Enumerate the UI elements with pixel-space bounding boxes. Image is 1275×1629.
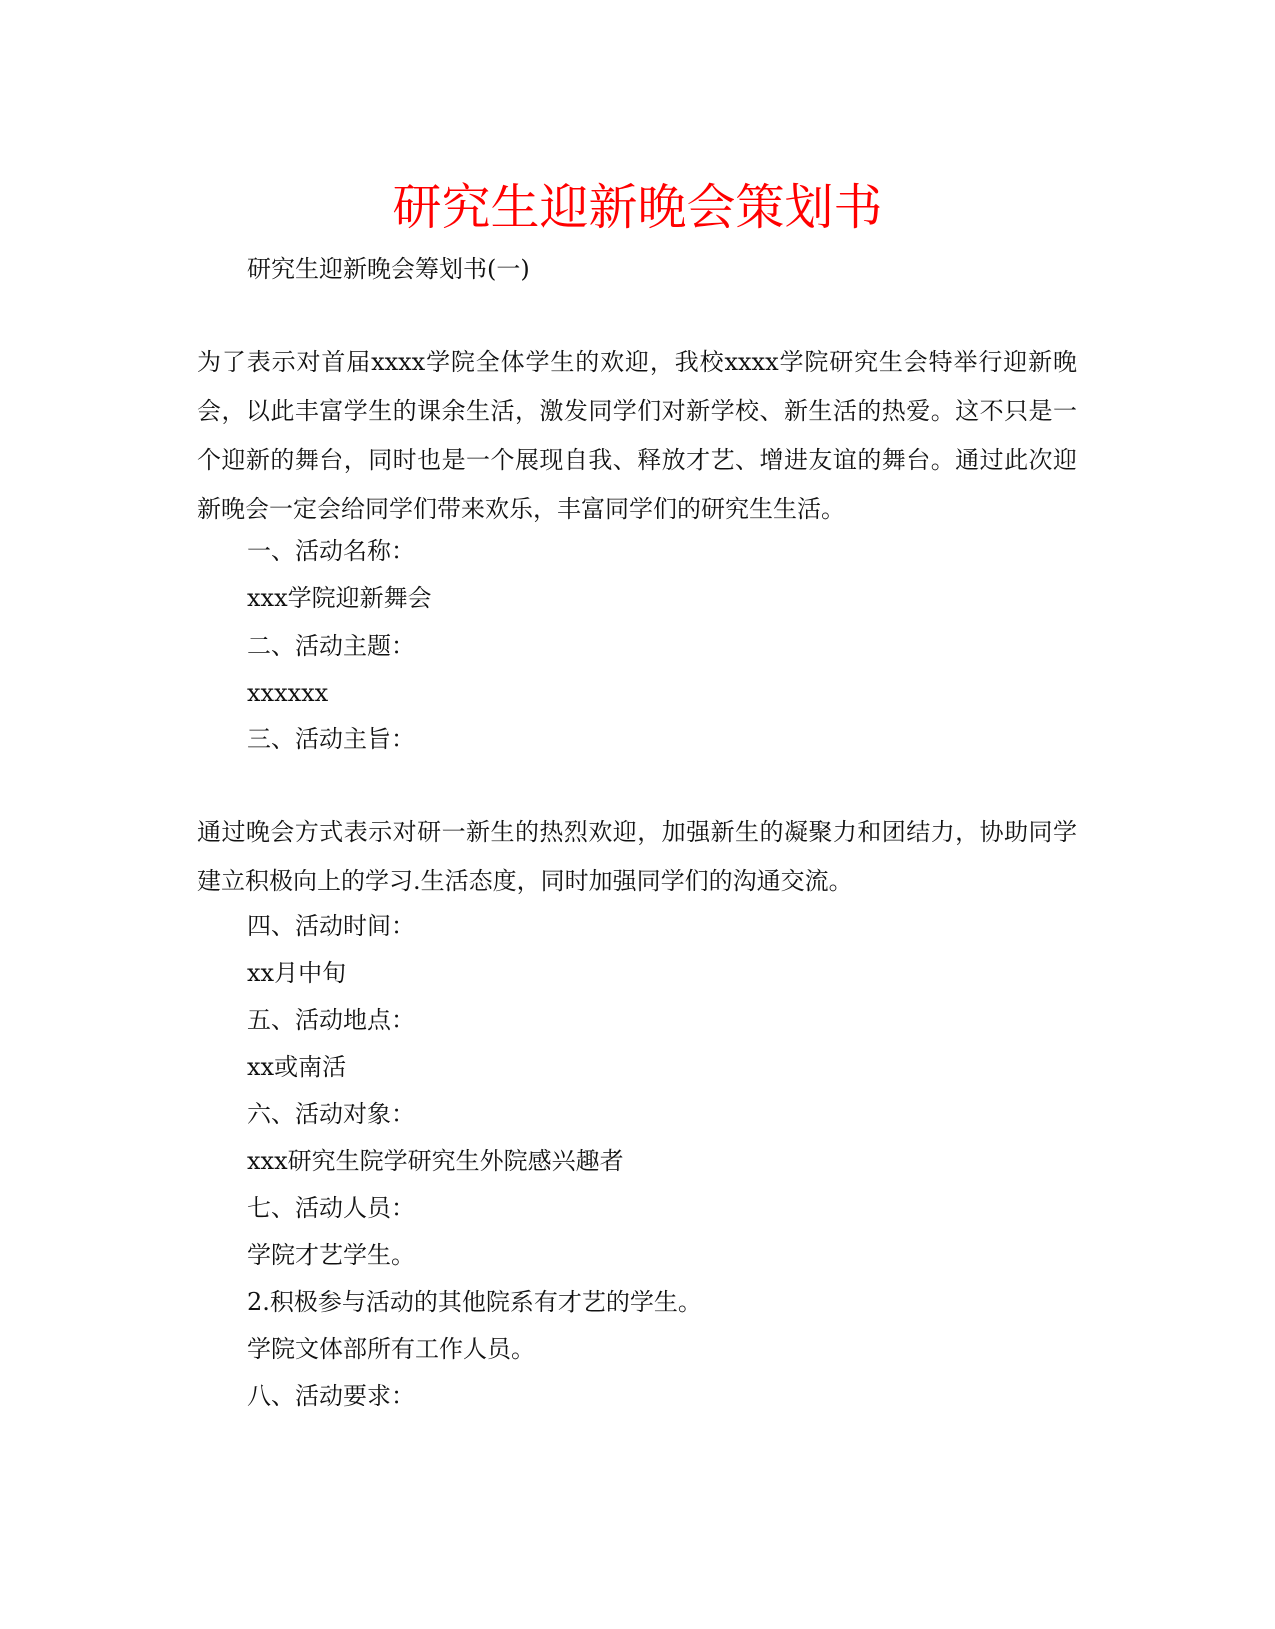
section-requirements-heading: 八、活动要求：: [247, 1382, 415, 1410]
section-theme-value: xxxxxx: [247, 679, 329, 707]
staff-item-1: 学院才艺学生。: [247, 1241, 415, 1269]
section-target-heading: 六、活动对象：: [247, 1100, 415, 1128]
staff-item-2: 2.积极参与活动的其他院系有才艺的学生。: [247, 1288, 702, 1316]
document-subtitle: 研究生迎新晚会筹划书(一): [247, 255, 530, 283]
section-name-value: xxx学院迎新舞会: [247, 584, 432, 612]
staff-item-3: 学院文体部所有工作人员。: [247, 1335, 535, 1363]
section-purpose-heading: 三、活动主旨：: [247, 725, 415, 753]
section-place-heading: 五、活动地点：: [247, 1006, 415, 1034]
section-place-value: xx或南活: [247, 1053, 347, 1081]
section-time-heading: 四、活动时间：: [247, 912, 415, 940]
purpose-paragraph: 通过晚会方式表示对研一新生的热烈欢迎，加强新生的凝聚力和团结力，协助同学建立积极向上的学习.生活态度，同时加强同学们的沟通交流。: [197, 818, 1077, 895]
section-target-value: xxx研究生院学研究生外院感兴趣者: [247, 1147, 624, 1175]
section-name-heading: 一、活动名称：: [247, 537, 415, 565]
document-title: 研究生迎新晚会策划书: [392, 179, 883, 236]
intro-paragraph: 为了表示对首届xxxx学院全体学生的欢迎，我校xxxx学院研究生会特举行迎新晚会，以此丰富学生的课余生活，激发同学们对新学校、新生活的热爱。这不只是一个迎新的舞台，同时也是一个展现自我、释放才艺、增进友谊的舞台。通过此次迎新晚会一定会给同学们带来欢乐，丰富同学们的研究生生活。: [197, 348, 1077, 523]
section-staff-heading: 七、活动人员：: [247, 1194, 415, 1222]
section-theme-heading: 二、活动主题：: [247, 632, 415, 660]
section-time-value: xx月中旬: [247, 959, 347, 987]
